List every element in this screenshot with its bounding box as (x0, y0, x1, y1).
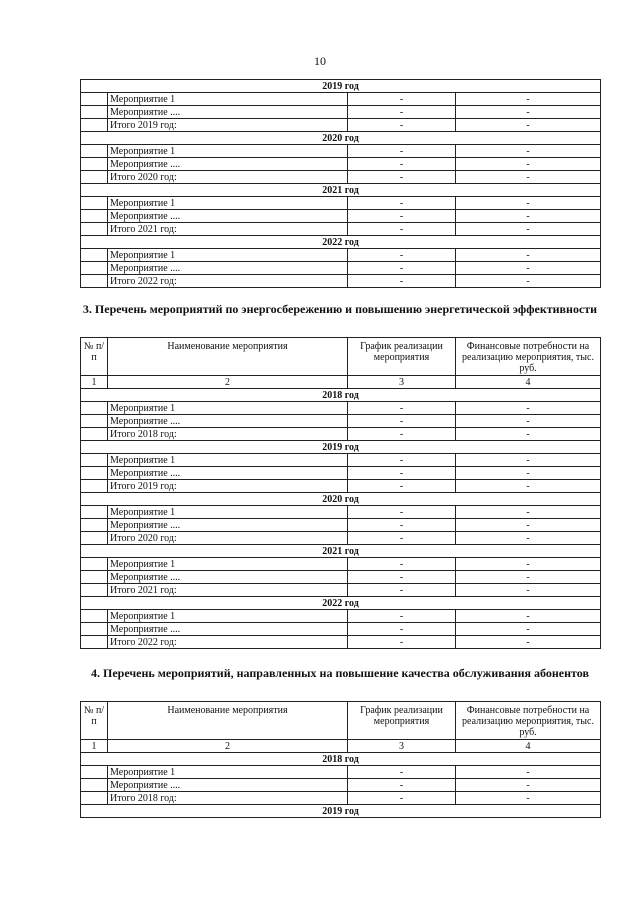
schedule-cell: - (348, 223, 456, 236)
item-row (81, 571, 601, 584)
schedule-cell: - (348, 792, 456, 805)
column-number: 3 (348, 376, 456, 389)
item-name: Мероприятие 1 (108, 402, 348, 415)
table-continued (80, 79, 601, 288)
year-row (81, 597, 601, 610)
number-cell (81, 402, 108, 415)
year-label: 2018 год (81, 753, 601, 766)
number-cell (81, 571, 108, 584)
section-3-title: 3. Перечень мероприятий по энергосбережению и повышению энергетической эффективности (82, 302, 598, 316)
number-cell (81, 428, 108, 441)
item-name: Мероприятие .... (108, 415, 348, 428)
finance-cell: - (456, 415, 601, 428)
total-label: Итого 2021 год: (108, 223, 348, 236)
column-number: 1 (81, 740, 108, 753)
finance-cell: - (456, 571, 601, 584)
item-name: Мероприятие 1 (108, 249, 348, 262)
header-num: № п/п (81, 338, 108, 376)
page-number: 10 (314, 54, 326, 68)
header-num: № п/п (81, 702, 108, 740)
column-number: 2 (108, 376, 348, 389)
number-cell (81, 519, 108, 532)
number-cell (81, 584, 108, 597)
number-cell (81, 106, 108, 119)
item-name: Мероприятие .... (108, 158, 348, 171)
total-label: Итого 2018 год: (108, 792, 348, 805)
item-row (81, 610, 601, 623)
year-row (81, 236, 601, 249)
finance-cell: - (456, 454, 601, 467)
schedule-cell: - (348, 93, 456, 106)
finance-cell: - (456, 779, 601, 792)
year-row (81, 132, 601, 145)
table-body (81, 80, 601, 288)
item-row (81, 158, 601, 171)
item-name: Мероприятие .... (108, 623, 348, 636)
finance-cell: - (456, 93, 601, 106)
item-name: Мероприятие 1 (108, 197, 348, 210)
number-cell (81, 223, 108, 236)
item-name: Мероприятие 1 (108, 145, 348, 158)
item-row (81, 106, 601, 119)
year-row (81, 441, 601, 454)
item-row (81, 558, 601, 571)
total-label: Итого 2022 год: (108, 636, 348, 649)
header-schedule: График реализации мероприятия (348, 702, 456, 740)
year-label: 2020 год (81, 493, 601, 506)
total-row (81, 275, 601, 288)
year-row (81, 389, 601, 402)
schedule-cell: - (348, 275, 456, 288)
schedule-cell: - (348, 210, 456, 223)
number-cell (81, 779, 108, 792)
item-row (81, 467, 601, 480)
table-body (81, 338, 601, 649)
number-cell (81, 623, 108, 636)
total-label: Итого 2020 год: (108, 171, 348, 184)
total-label: Итого 2019 год: (108, 480, 348, 493)
schedule-cell: - (348, 171, 456, 184)
item-row (81, 766, 601, 779)
finance-cell: - (456, 275, 601, 288)
schedule-cell: - (348, 571, 456, 584)
column-number: 3 (348, 740, 456, 753)
header-row (81, 702, 601, 740)
item-name: Мероприятие 1 (108, 93, 348, 106)
schedule-cell: - (348, 532, 456, 545)
item-row (81, 454, 601, 467)
total-row (81, 792, 601, 805)
year-row (81, 184, 601, 197)
item-row (81, 402, 601, 415)
item-row (81, 145, 601, 158)
finance-cell: - (456, 210, 601, 223)
number-cell (81, 415, 108, 428)
year-label: 2021 год (81, 184, 601, 197)
total-row (81, 119, 601, 132)
item-name: Мероприятие 1 (108, 506, 348, 519)
number-cell (81, 210, 108, 223)
schedule-cell: - (348, 119, 456, 132)
finance-cell: - (456, 636, 601, 649)
total-row (81, 584, 601, 597)
item-row (81, 415, 601, 428)
column-number-row (81, 740, 601, 753)
finance-cell: - (456, 519, 601, 532)
section-3-table (80, 337, 601, 649)
item-row (81, 506, 601, 519)
item-name: Мероприятие 1 (108, 610, 348, 623)
year-label: 2021 год (81, 545, 601, 558)
total-row (81, 636, 601, 649)
number-cell (81, 506, 108, 519)
year-label: 2020 год (81, 132, 601, 145)
total-label: Итого 2019 год: (108, 119, 348, 132)
schedule-cell: - (348, 558, 456, 571)
total-label: Итого 2018 год: (108, 428, 348, 441)
header-row (81, 338, 601, 376)
number-cell (81, 119, 108, 132)
column-number: 2 (108, 740, 348, 753)
column-number: 4 (456, 740, 601, 753)
item-name: Мероприятие 1 (108, 454, 348, 467)
finance-cell: - (456, 623, 601, 636)
number-cell (81, 93, 108, 106)
finance-cell: - (456, 106, 601, 119)
schedule-cell: - (348, 467, 456, 480)
finance-cell: - (456, 249, 601, 262)
year-row (81, 80, 601, 93)
item-row (81, 779, 601, 792)
total-label: Итого 2021 год: (108, 584, 348, 597)
total-row (81, 223, 601, 236)
finance-cell: - (456, 480, 601, 493)
section-4-table (80, 701, 601, 818)
schedule-cell: - (348, 766, 456, 779)
schedule-cell: - (348, 519, 456, 532)
year-label: 2019 год (81, 805, 601, 818)
item-name: Мероприятие 1 (108, 766, 348, 779)
year-row (81, 753, 601, 766)
number-cell (81, 275, 108, 288)
finance-cell: - (456, 402, 601, 415)
item-row (81, 623, 601, 636)
year-label: 2019 год (81, 80, 601, 93)
item-row (81, 93, 601, 106)
item-name: Мероприятие .... (108, 467, 348, 480)
year-label: 2022 год (81, 236, 601, 249)
number-cell (81, 145, 108, 158)
total-row (81, 480, 601, 493)
schedule-cell: - (348, 623, 456, 636)
schedule-cell: - (348, 454, 456, 467)
header-name: Наименование мероприятия (108, 702, 348, 740)
item-name: Мероприятие .... (108, 262, 348, 275)
total-row (81, 428, 601, 441)
finance-cell: - (456, 610, 601, 623)
number-cell (81, 262, 108, 275)
schedule-cell: - (348, 249, 456, 262)
schedule-cell: - (348, 145, 456, 158)
header-finance: Финансовые потребности на реализацию мероприятия, тыс. руб. (456, 338, 601, 376)
finance-cell: - (456, 792, 601, 805)
finance-cell: - (456, 197, 601, 210)
finance-cell: - (456, 262, 601, 275)
column-number: 4 (456, 376, 601, 389)
finance-cell: - (456, 171, 601, 184)
total-row (81, 171, 601, 184)
schedule-cell: - (348, 428, 456, 441)
schedule-cell: - (348, 106, 456, 119)
finance-cell: - (456, 506, 601, 519)
total-label: Итого 2020 год: (108, 532, 348, 545)
number-cell (81, 558, 108, 571)
column-number: 1 (81, 376, 108, 389)
item-name: Мероприятие .... (108, 779, 348, 792)
item-row (81, 262, 601, 275)
schedule-cell: - (348, 415, 456, 428)
number-cell (81, 636, 108, 649)
finance-cell: - (456, 467, 601, 480)
schedule-cell: - (348, 480, 456, 493)
year-label: 2019 год (81, 441, 601, 454)
year-row (81, 545, 601, 558)
number-cell (81, 249, 108, 262)
schedule-cell: - (348, 506, 456, 519)
table-body (81, 702, 601, 818)
schedule-cell: - (348, 779, 456, 792)
year-label: 2022 год (81, 597, 601, 610)
number-cell (81, 197, 108, 210)
finance-cell: - (456, 558, 601, 571)
header-name: Наименование мероприятия (108, 338, 348, 376)
finance-cell: - (456, 223, 601, 236)
finance-cell: - (456, 584, 601, 597)
item-row (81, 197, 601, 210)
total-row (81, 532, 601, 545)
column-number-row (81, 376, 601, 389)
finance-cell: - (456, 158, 601, 171)
item-row (81, 519, 601, 532)
finance-cell: - (456, 119, 601, 132)
item-name: Мероприятие .... (108, 210, 348, 223)
finance-cell: - (456, 428, 601, 441)
schedule-cell: - (348, 158, 456, 171)
schedule-cell: - (348, 610, 456, 623)
schedule-cell: - (348, 584, 456, 597)
finance-cell: - (456, 766, 601, 779)
section-4-title: 4. Перечень мероприятий, направленных на повышение качества обслуживания абонентов (91, 666, 589, 680)
number-cell (81, 467, 108, 480)
year-row (81, 493, 601, 506)
schedule-cell: - (348, 197, 456, 210)
finance-cell: - (456, 145, 601, 158)
item-row (81, 249, 601, 262)
item-name: Мероприятие 1 (108, 558, 348, 571)
schedule-cell: - (348, 262, 456, 275)
item-name: Мероприятие .... (108, 519, 348, 532)
item-name: Мероприятие .... (108, 571, 348, 584)
number-cell (81, 158, 108, 171)
number-cell (81, 480, 108, 493)
number-cell (81, 766, 108, 779)
item-row (81, 210, 601, 223)
number-cell (81, 532, 108, 545)
finance-cell: - (456, 532, 601, 545)
schedule-cell: - (348, 636, 456, 649)
number-cell (81, 792, 108, 805)
number-cell (81, 454, 108, 467)
year-row (81, 805, 601, 818)
item-name: Мероприятие .... (108, 106, 348, 119)
header-schedule: График реализации мероприятия (348, 338, 456, 376)
header-finance: Финансовые потребности на реализацию мероприятия, тыс. руб. (456, 702, 601, 740)
year-label: 2018 год (81, 389, 601, 402)
schedule-cell: - (348, 402, 456, 415)
number-cell (81, 610, 108, 623)
number-cell (81, 171, 108, 184)
total-label: Итого 2022 год: (108, 275, 348, 288)
